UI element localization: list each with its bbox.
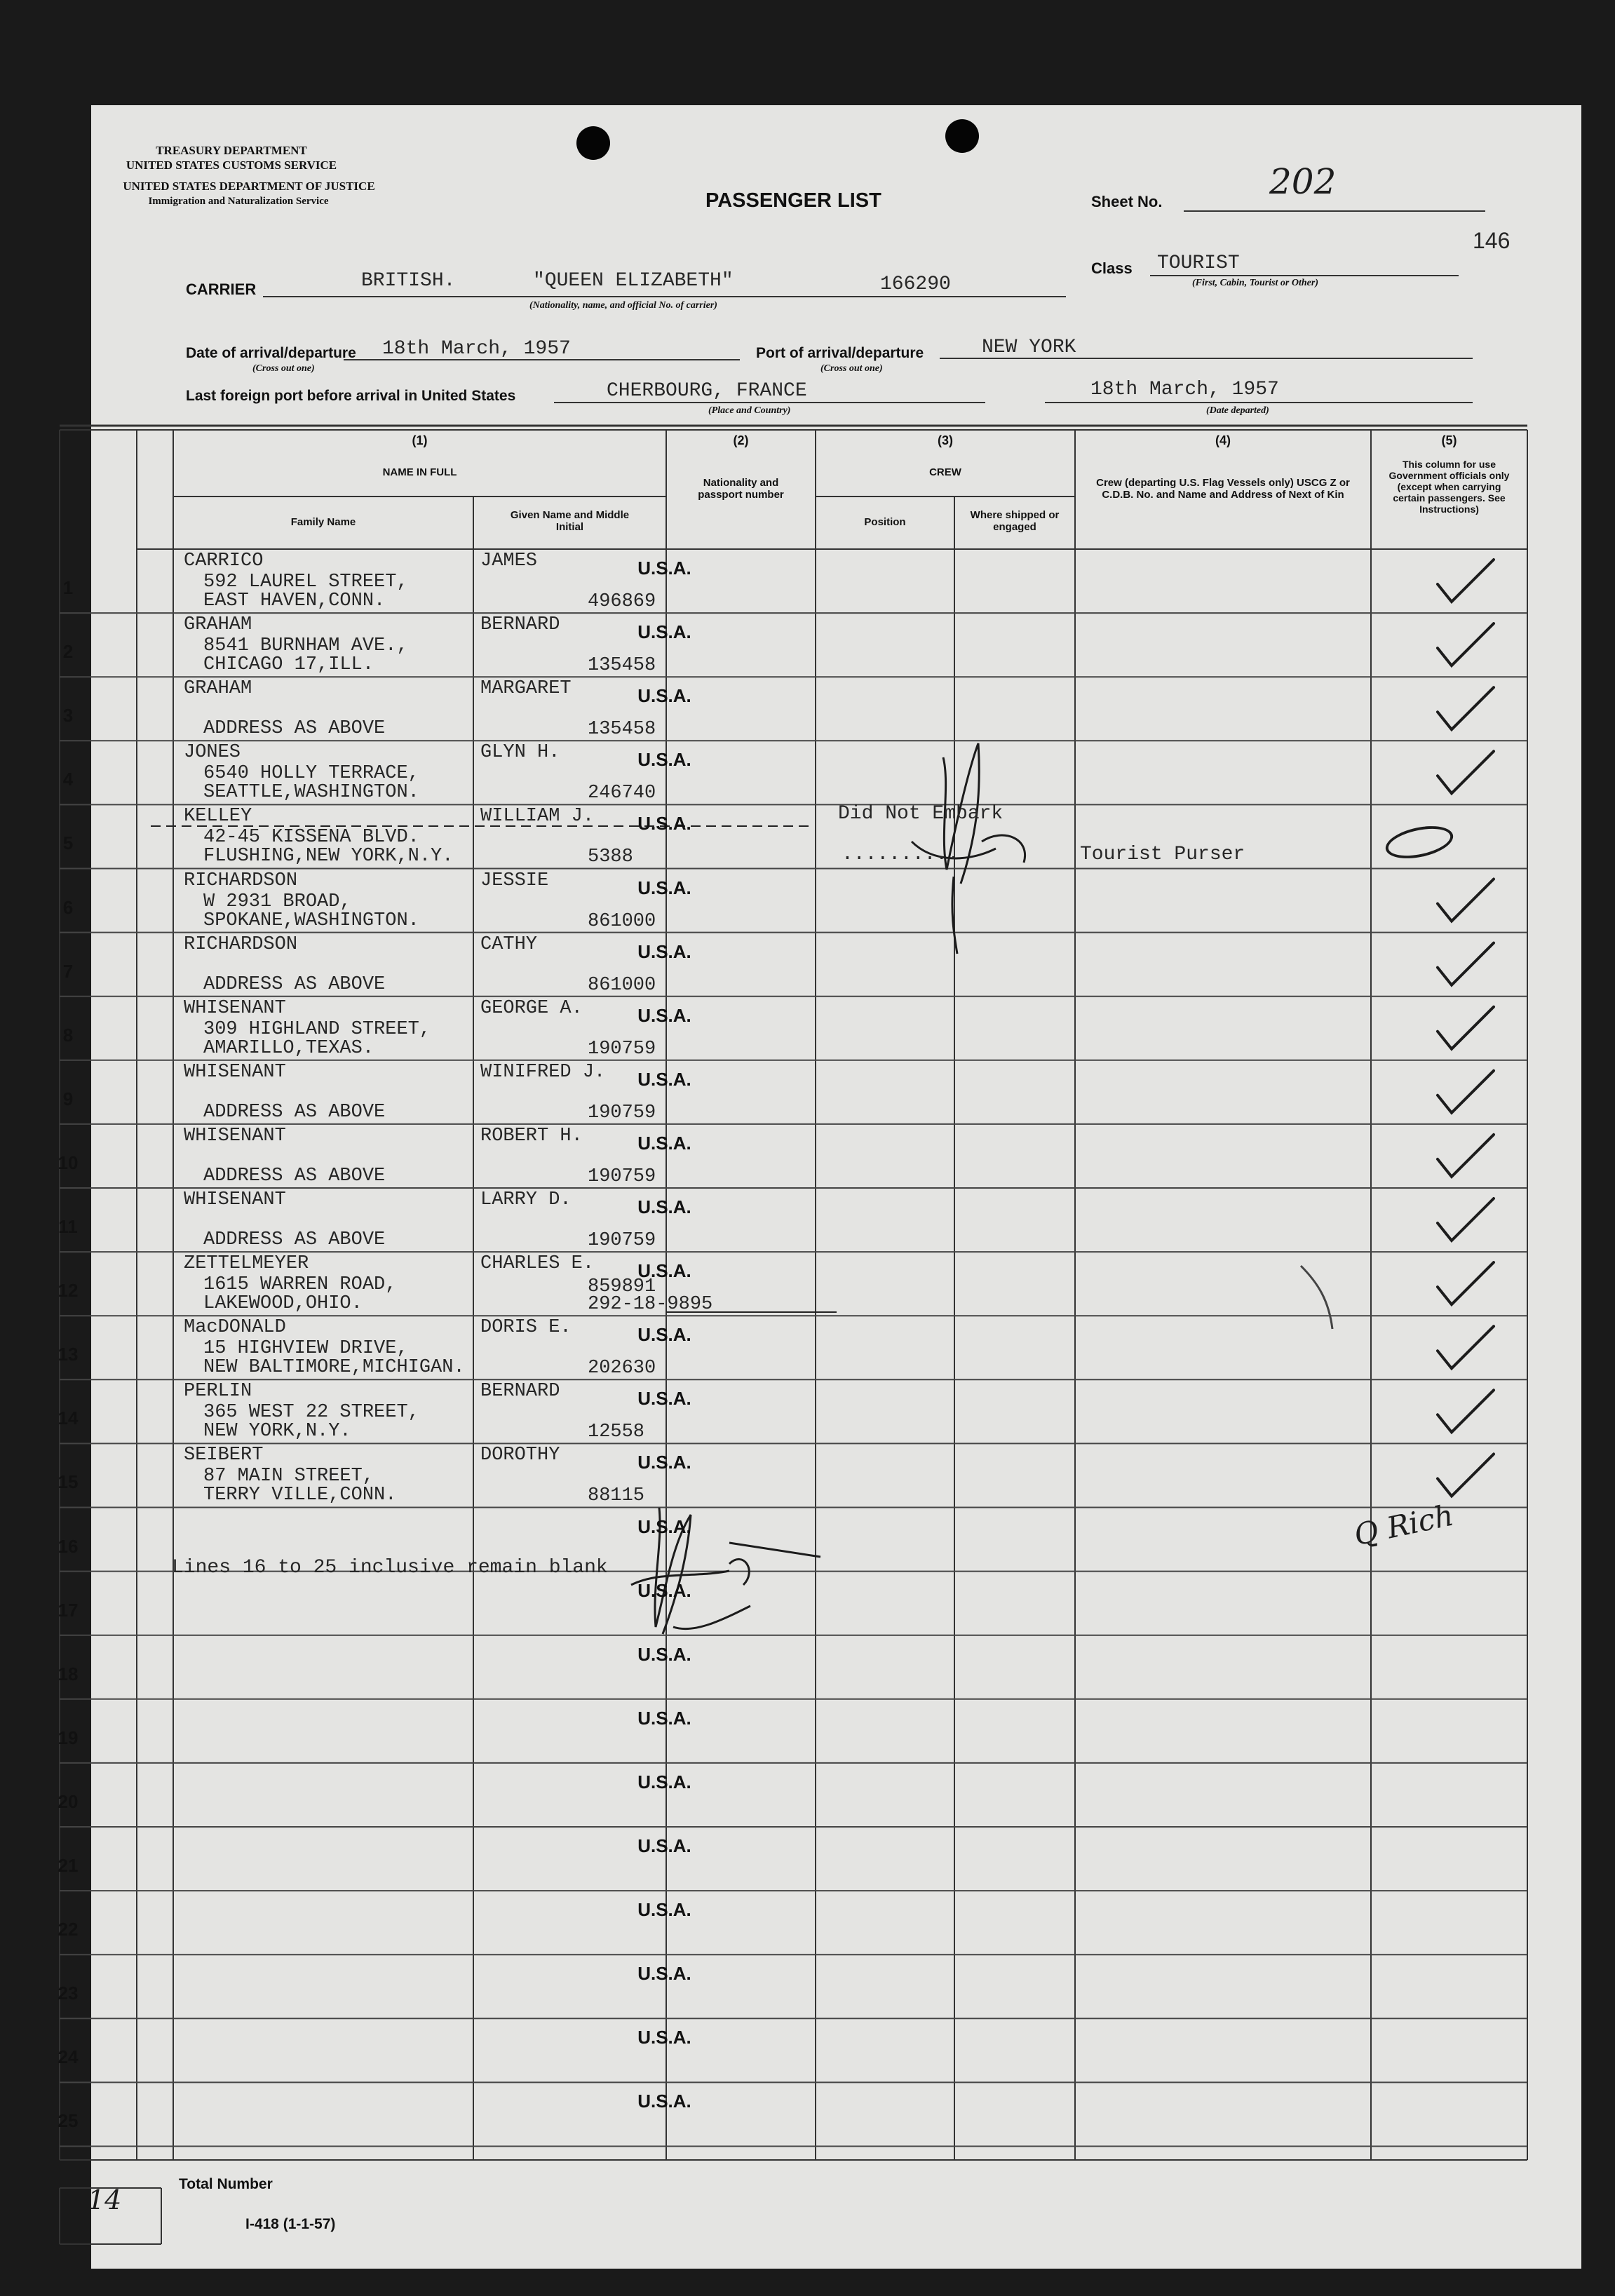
- col-position: Position: [864, 516, 906, 528]
- given-name: JESSIE: [480, 870, 549, 891]
- passport-number: 190759: [588, 1038, 656, 1060]
- row-number: 2: [62, 641, 74, 663]
- class-value: TOURIST: [1157, 252, 1240, 274]
- port-label: Port of arrival/departure: [756, 345, 924, 361]
- col1-title: NAME IN FULL: [382, 466, 457, 478]
- given-name: BERNARD: [480, 1381, 560, 1403]
- address-line-2: NEW BALTIMORE,MICHIGAN.: [203, 1357, 465, 1379]
- passport-number: 135458: [588, 655, 656, 677]
- family-name: RICHARDSON: [184, 933, 298, 955]
- col3-number: (3): [938, 433, 953, 447]
- table-row: [0, 1379, 1525, 1443]
- passport-number: 292-18-9895: [588, 1294, 713, 1316]
- col5-title: This column for use Government officials only (except when carrying certain passengers. See Instructions): [1388, 459, 1510, 515]
- nationality: U.S.A.: [637, 2027, 691, 2048]
- col-given-name: Given Name and Middle Initial: [510, 509, 630, 533]
- row-number: 9: [62, 1088, 74, 1109]
- form-number: I-418 (1-1-57): [245, 2216, 336, 2232]
- table-row: [0, 1635, 1525, 1699]
- table-row: [0, 1954, 1525, 2018]
- row-number: 7: [62, 960, 74, 982]
- departed-caption: (Date departed): [1206, 405, 1269, 416]
- agency-immigration: Immigration and Naturalization Service: [148, 196, 329, 207]
- nationality: U.S.A.: [637, 1643, 691, 1665]
- table-row: [0, 869, 1525, 933]
- class-caption: (First, Cabin, Tourist or Other): [1192, 278, 1318, 288]
- table-row: [0, 804, 1525, 868]
- address-line-1: 15 HIGHVIEW DRIVE,: [203, 1338, 408, 1360]
- nationality: U.S.A.: [637, 1771, 691, 1792]
- passport-number: 135458: [588, 719, 656, 741]
- port-value: NEW YORK: [982, 337, 1076, 358]
- table-row: [0, 1891, 1525, 1954]
- nationality: U.S.A.: [637, 1324, 691, 1346]
- passport-number: 190759: [588, 1102, 656, 1123]
- table-row: [0, 1252, 1525, 1316]
- address-line-1: 8541 BURNHAM AVE.,: [203, 635, 408, 657]
- row-number: 25: [58, 2110, 79, 2132]
- family-name: RICHARDSON: [184, 870, 298, 891]
- row-number: 21: [58, 1855, 79, 1876]
- given-name: CHARLES E.: [480, 1253, 595, 1275]
- row-number: 12: [58, 1280, 79, 1302]
- family-name: GRAHAM: [184, 614, 252, 636]
- row-number: 19: [58, 1727, 79, 1748]
- passport-number: 5388: [588, 846, 633, 868]
- table-row: [0, 1572, 1525, 1635]
- given-name: GEORGE A.: [480, 997, 583, 1019]
- did-not-embark-note: Did Not Embark: [838, 803, 1004, 825]
- tourist-purser-note: Tourist Purser: [1080, 844, 1245, 865]
- nationality: U.S.A.: [637, 1388, 691, 1410]
- given-name: DORIS E.: [480, 1317, 572, 1339]
- departed-date: 18th March, 1957: [1090, 379, 1279, 400]
- table-row: [0, 2082, 1525, 2146]
- passport-number: 246740: [588, 783, 656, 804]
- nationality: U.S.A.: [637, 1579, 691, 1601]
- col3-title: CREW: [929, 466, 961, 478]
- row-number: 16: [58, 1535, 79, 1557]
- passport-number-corrected: 859891: [588, 1276, 656, 1298]
- total-count: 14: [88, 2184, 122, 2215]
- row-number: 11: [58, 1216, 78, 1237]
- col5-number: (5): [1441, 433, 1457, 447]
- carrier-number: 166290: [880, 274, 951, 295]
- col2-number: (2): [733, 433, 749, 447]
- lastport-value: CHERBOURG, FRANCE: [607, 380, 807, 402]
- table-row: [0, 1060, 1525, 1124]
- nationality: U.S.A.: [637, 1963, 691, 1985]
- table-row: [0, 1188, 1525, 1252]
- col-where-shipped: Where shipped or engaged: [970, 509, 1060, 533]
- address-line-2: NEW YORK,N.Y.: [203, 1421, 351, 1443]
- address-line-2: EAST HAVEN,CONN.: [203, 590, 386, 612]
- address-line-2: FLUSHING,NEW YORK,N.Y.: [203, 846, 454, 867]
- carrier-name: "QUEEN ELIZABETH": [533, 270, 734, 292]
- col4-number: (4): [1215, 433, 1231, 447]
- col2-title: Nationality and passport number: [698, 477, 784, 501]
- table-row: [0, 1443, 1525, 1507]
- class-label: Class: [1091, 259, 1133, 277]
- row-number: 8: [62, 1024, 74, 1046]
- col-family-name: Family Name: [290, 516, 356, 528]
- lastport-caption: (Place and Country): [708, 405, 791, 416]
- nationality: U.S.A.: [637, 813, 691, 835]
- family-name: GRAHAM: [184, 678, 252, 700]
- nationality: U.S.A.: [637, 1515, 691, 1537]
- family-name: WHISENANT: [184, 1125, 286, 1147]
- nationality: U.S.A.: [637, 1260, 691, 1282]
- table-row: [0, 1699, 1525, 1763]
- table-row: [0, 741, 1525, 804]
- family-name: KELLEY: [184, 806, 252, 828]
- address-line-1: 87 MAIN STREET,: [203, 1466, 374, 1487]
- row-number: 20: [58, 1790, 79, 1812]
- nationality: U.S.A.: [637, 1132, 691, 1154]
- given-name: MARGARET: [480, 678, 572, 700]
- nationality: U.S.A.: [637, 1899, 691, 1921]
- given-name: JAMES: [480, 551, 538, 572]
- family-name: CARRICO: [184, 551, 264, 572]
- row-number: 13: [58, 1344, 79, 1365]
- row-number: 18: [58, 1663, 79, 1684]
- family-name: JONES: [184, 742, 241, 764]
- row-number: 10: [58, 1152, 79, 1173]
- official-initials: Q Rich: [1351, 1497, 1457, 1553]
- col1-number: (1): [412, 433, 428, 447]
- col4-title: Crew (departing U.S. Flag Vessels only) USCG Z or C.D.B. No. and Name and Address of Next of Kin: [1096, 477, 1350, 501]
- lastport-label: Last foreign port before arrival in United States: [186, 388, 516, 404]
- passport-number: 12558: [588, 1422, 645, 1443]
- address-line-1: 365 WEST 22 STREET,: [203, 1402, 419, 1424]
- table-row: [0, 997, 1525, 1060]
- address-line-2: ADDRESS AS ABOVE: [203, 718, 386, 740]
- given-name: BERNARD: [480, 614, 560, 636]
- nationality: U.S.A.: [637, 1452, 691, 1473]
- address-line-2: SEATTLE,WASHINGTON.: [203, 782, 419, 804]
- address-line-2: ADDRESS AS ABOVE: [203, 1165, 386, 1187]
- row-number: 3: [62, 705, 74, 727]
- table-row: [0, 1124, 1525, 1188]
- passport-number: 861000: [588, 974, 656, 996]
- address-line-2: CHICAGO 17,ILL.: [203, 654, 374, 676]
- table-row: [0, 933, 1525, 997]
- row-number: 1: [62, 577, 74, 598]
- given-name: WILLIAM J.: [480, 806, 595, 828]
- sheet-no-value: 202: [1269, 161, 1337, 202]
- dotted-leader: ..........: [842, 844, 960, 865]
- row-number: 14: [58, 1407, 79, 1429]
- nationality: U.S.A.: [637, 1196, 691, 1217]
- row-number: 15: [58, 1471, 79, 1493]
- table-row: [0, 2018, 1525, 2082]
- carrier-label: CARRIER: [186, 281, 257, 298]
- total-number-label: Total Number: [179, 2176, 273, 2192]
- row-number: 22: [58, 1919, 79, 1940]
- address-line-1: 1615 WARREN ROAD,: [203, 1274, 397, 1296]
- sheet-no-label: Sheet No.: [1091, 193, 1163, 210]
- arrival-date: 18th March, 1957: [382, 338, 571, 360]
- agency-treasury: TREASURY DEPARTMENT: [156, 144, 307, 157]
- address-line-1: W 2931 BROAD,: [203, 891, 351, 912]
- row-number: 23: [58, 1983, 79, 2004]
- passport-number: 861000: [588, 910, 656, 932]
- row-number: 17: [58, 1599, 79, 1621]
- passport-number: 190759: [588, 1166, 656, 1187]
- nationality: U.S.A.: [637, 685, 691, 707]
- nationality: U.S.A.: [637, 1835, 691, 1856]
- address-line-2: SPOKANE,WASHINGTON.: [203, 910, 419, 931]
- carrier-caption: (Nationality, name, and official No. of carrier): [529, 300, 717, 311]
- address-line-1: 309 HIGHLAND STREET,: [203, 1018, 431, 1040]
- family-name: ZETTELMEYER: [184, 1253, 309, 1275]
- family-name: WHISENANT: [184, 1189, 286, 1210]
- row-number: 5: [62, 832, 74, 854]
- address-line-1: 6540 HOLLY TERRACE,: [203, 763, 419, 785]
- address-line-2: ADDRESS AS ABOVE: [203, 973, 386, 995]
- nationality: U.S.A.: [637, 1707, 691, 1729]
- arrival-crossout: (Cross out one): [252, 363, 315, 374]
- port-crossout: (Cross out one): [820, 363, 883, 374]
- family-name: PERLIN: [184, 1381, 252, 1403]
- passport-number: 88115: [588, 1485, 645, 1507]
- page-stamp: 146: [1473, 228, 1511, 253]
- table-row: [0, 677, 1525, 741]
- table-row: [0, 1827, 1525, 1891]
- family-name: MacDONALD: [184, 1317, 286, 1339]
- nationality: U.S.A.: [637, 558, 691, 579]
- family-name: WHISENANT: [184, 1061, 286, 1083]
- passport-number: 202630: [588, 1358, 656, 1379]
- passport-number: 190759: [588, 1230, 656, 1251]
- address-line-2: TERRY VILLE,CONN.: [203, 1485, 397, 1506]
- address-line-2: ADDRESS AS ABOVE: [203, 1101, 386, 1123]
- address-line-1: 42-45 KISSENA BLVD.: [203, 827, 419, 849]
- passport-number: 496869: [588, 591, 656, 612]
- row-number: 24: [58, 2046, 79, 2068]
- agency-justice: UNITED STATES DEPARTMENT OF JUSTICE: [123, 180, 375, 193]
- given-name: DOROTHY: [480, 1445, 560, 1466]
- arrival-label: Date of arrival/departure: [186, 345, 356, 361]
- table-row: [0, 1763, 1525, 1827]
- address-line-1: 592 LAUREL STREET,: [203, 572, 408, 593]
- given-name: LARRY D.: [480, 1189, 572, 1210]
- row-number: 4: [62, 769, 74, 790]
- address-line-2: ADDRESS AS ABOVE: [203, 1229, 386, 1250]
- row-number: 6: [62, 896, 74, 918]
- blank-lines-note: Lines 16 to 25 inclusive remain blank: [172, 1557, 608, 1579]
- given-name: ROBERT H.: [480, 1125, 583, 1147]
- nationality: U.S.A.: [637, 1004, 691, 1026]
- nationality: U.S.A.: [637, 877, 691, 898]
- nationality: U.S.A.: [637, 749, 691, 771]
- nationality: U.S.A.: [637, 2091, 691, 2112]
- given-name: CATHY: [480, 933, 538, 955]
- table-row: [0, 1316, 1525, 1379]
- address-line-2: AMARILLO,TEXAS.: [203, 1037, 374, 1059]
- table-row: [0, 549, 1525, 613]
- nationality: U.S.A.: [637, 1068, 691, 1090]
- carrier-nationality: BRITISH.: [361, 270, 456, 292]
- given-name: GLYN H.: [480, 742, 560, 764]
- nationality: U.S.A.: [637, 621, 691, 643]
- address-line-2: LAKEWOOD,OHIO.: [203, 1293, 363, 1315]
- agency-customs: UNITED STATES CUSTOMS SERVICE: [126, 158, 337, 172]
- table-row: [0, 613, 1525, 677]
- family-name: SEIBERT: [184, 1445, 264, 1466]
- nationality: U.S.A.: [637, 940, 691, 962]
- page-title: PASSENGER LIST: [705, 189, 881, 212]
- given-name: WINIFRED J.: [480, 1061, 606, 1083]
- family-name: WHISENANT: [184, 997, 286, 1019]
